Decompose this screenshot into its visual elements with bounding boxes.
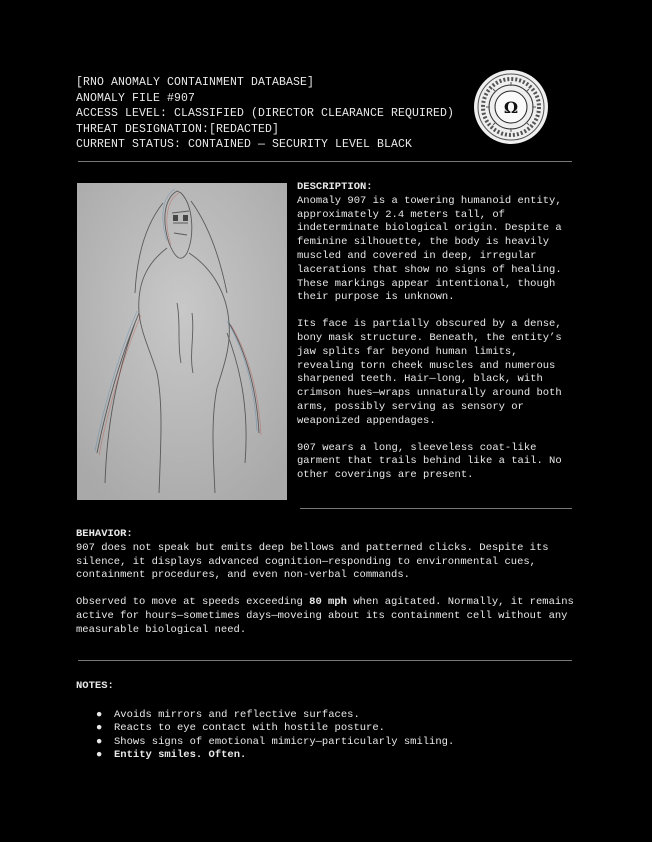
behavior-paragraph-1: 907 does not speak but emits deep bellows and patterned clicks. Despite its silence, it displays advanced cognition—responding to environmental cues, containment procedures, and even non-verbal commands. xyxy=(76,541,549,582)
description-paragraph-3: 907 wears a long, sleeveless coat-like garment that trails behind like a tail. No other coverings are present. xyxy=(297,441,562,482)
seal-symbol: Ω xyxy=(503,98,519,117)
bullet-icon: ● xyxy=(96,722,103,734)
bullet-icon: ● xyxy=(96,708,103,721)
notes-label: NOTES: xyxy=(76,680,114,692)
behavior-text-after: when agitated. Normally, it remains active for hours—sometimes days—moveing about its containment cell without any measurable biological need. xyxy=(76,596,574,636)
anomaly-file-number: ANOMALY FILE #907 xyxy=(76,91,196,105)
list-item: ● Avoids mirrors and reflective surfaces. xyxy=(96,708,360,721)
list-item: ● Entity smiles. Often. xyxy=(96,749,247,761)
behavior-section xyxy=(76,528,576,651)
notes-section xyxy=(76,680,576,763)
notes-list xyxy=(76,709,576,763)
behavior-divider xyxy=(78,660,572,661)
bullet-icon: ● xyxy=(96,749,103,761)
speed-value: 80 mph xyxy=(309,596,347,609)
omega-seal-icon xyxy=(473,69,549,145)
file-header xyxy=(76,75,454,153)
header-divider xyxy=(78,161,572,162)
database-title: [RNO ANOMALY CONTAINMENT DATABASE] xyxy=(76,76,315,89)
list-item: ● Reacts to eye contact with hostile posture. xyxy=(96,722,385,734)
description-section xyxy=(297,181,577,496)
entity-sketch-image xyxy=(77,183,287,500)
list-item: ● Shows signs of emotional mimicry—particularly smiling. xyxy=(96,735,455,748)
behavior-label: BEHAVIOR: xyxy=(76,528,133,540)
description-label: DESCRIPTION: xyxy=(297,181,373,193)
access-level: ACCESS LEVEL: CLASSIFIED (DIRECTOR CLEARANCE REQUIRED) xyxy=(76,107,455,120)
behavior-paragraph-2 xyxy=(76,596,576,637)
description-paragraph-1: Anomaly 907 is a towering humanoid entity, approximately 2.4 meters tall, of indeterminate biological origin. Despite a feminine silhouette, the body is heavily muscled and covered in deep, irregular lacerations that show no signs of healing. These markings appear intentional, though their purpose is unknown. xyxy=(297,194,562,304)
behavior-text-before: Observed to move at speeds exceeding xyxy=(76,596,310,609)
bullet-icon: ● xyxy=(96,735,103,748)
description-paragraph-2: Its face is partially obscured by a dense, bony mask structure. Beneath, the entity’s jaw splits far beyond human limits, revealing torn cheek muscles and numerous sharpened teeth. Hair—long, black, with crimson hues—wraps unnaturally around both arms, possibly serving as sensory or weaponized appendages. xyxy=(297,318,562,427)
description-divider xyxy=(300,508,572,509)
threat-designation: THREAT DESIGNATION:[REDACTED] xyxy=(76,122,280,136)
current-status: CURRENT STATUS: CONTAINED — SECURITY LEVEL BLACK xyxy=(76,138,413,151)
